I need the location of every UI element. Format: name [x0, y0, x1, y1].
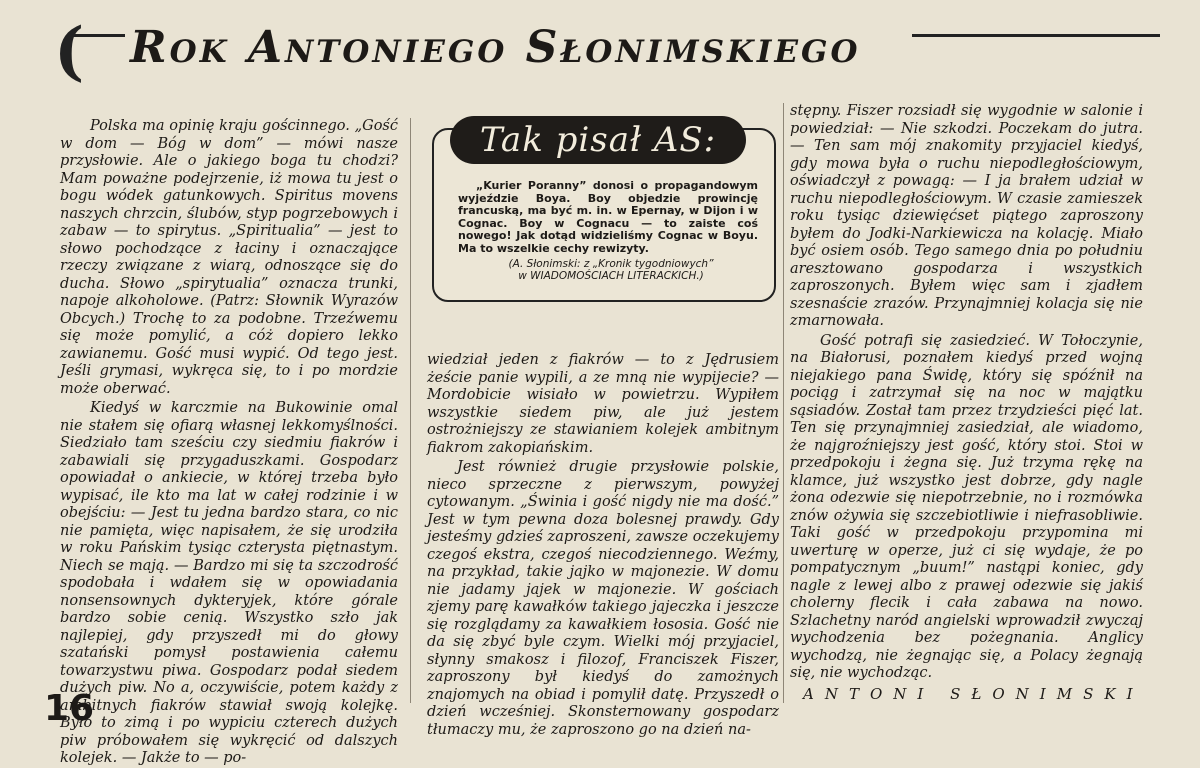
quote-box-title-banner — [450, 116, 746, 164]
paragraph: wiedział jeden z fiakrów — to z Jędrusiem żeście panie wypili, a ze mną nie wypijecie? — Mordobicie wisiało w powietrzu. Wypiłem wszystkie siedem piw, ale już jestem ostrożniejszy ze stawianiem kolejek ambitnym fiakrom zakopiańskim. — [427, 352, 779, 456]
column-divider-2 — [783, 103, 784, 703]
quote-paragraph: „Kurier Poranny” donosi o propagandowym wyjeździe Boya. Boy objedzie prowincję francuską, ma być m. in. w Epernay, w Dijon i w Cognac. Boy w Cognacu — to zaiste coś nowego! Jak dotąd widzieliśmy Cognac w Boyu. Ma to wszelkie cechy rewizyty. — [458, 179, 758, 255]
quote-source — [456, 258, 766, 282]
paragraph: Kiedyś w karczmie na Bukowinie omal nie stałem się ofiarą własnej lekkomyślności. Siedziało tam sześciu czy siedmiu fiakrów i zabawiali się przygaduszkami. Gospodarz opowiadał o ankiecie, w której trzeba było wypisać, ile kto ma lat w całej rodzinie i w obejściu: — Jest tu jedna bardzo stara, co nic nie pamięta, więc napisałem, że się urodziła w roku Pańskim tysiąc czterysta piętnastym. Niech se mają. — Bardzo mi się ta szczodrość spodobała i wdałem się w opowiadania nonsensownych dykteryjek, które górale bardzo sobie cenią. Wszystko szło jak najlepiej, gdy przyszedł mi do głowy szatański pomysł postawienia całemu towarzystwu piwa. Gospodarz podał siedem dużych piw. No a, oczywiście, potem każdy z ambitnych fiakrów stawiał swoją kolejkę. Było to zimą i po wypiciu czterech dużych piw próbowałem się wykręcić od dalszych kolejek. — Jakże to — po- — [60, 400, 398, 766]
column-2 — [427, 352, 779, 738]
column-divider-1 — [410, 118, 411, 703]
paragraph: Polska ma opinię kraju gościnnego. „Gość w dom — Bóg w dom” — mówi nasze przysłowie. Ale o jakiego boga tu chodzi? Mam poważne podejrzenie, iż mowa tu jest o bogu wódek gatunkowych. Spiritus movens naszych chrzcin, ślubów, styp pogrzebowych i zabaw — to spirytus. „Spiritualia” — jest to słowo pochodzące z łaciny i oznaczające rzeczy związane z wiarą, odnoszące się do ducha. Słowo „spirytualia” oznacza trunki, napoje alkoholowe. (Patrz: Słownik Wyrazów Obcych.) Trochę to za podobne. Trzeźwemu się może pomylić, a cóż dopiero lekko zawianemu. Gość musi wypić. Od tego jest. Jeśli grymasi, wykręca się, to i po mordzie może oberwać. — [60, 118, 398, 397]
author-signature: ANTONI SŁONIMSKI — [803, 685, 1144, 703]
header-bracket: ( — [54, 14, 85, 89]
quote-source-line-1: (A. Słonimski: z „Kronik tygodniowych” — [508, 258, 714, 270]
quote-source-line-2: w WIADOMOŚCIACH LITERACKICH.) — [518, 270, 704, 282]
paragraph: Gość potrafi się zasiedzieć. W Tołoczynie, na Białorusi, poznałem kiedyś przed wojną niejakiego pana Świdę, który się spóźnił na pociąg i zatrzymał się na noc w majątku sąsiadów. Został tam przez trzydzieści pięć lat. Ten się przynajmniej zasiedział, ale wiadomo, że najgroźniejszy jest gość, który stoi. Stoi w przedpokoju i żegna się. Już trzyma rękę na klamce, już wszystko jest dobrze, gdy nagle żona odezwie się niepotrzebnie, no i rozmówka znów ożywia się szczebiotliwie i niefrasobliwie. Taki gość w przedpokoju przypomina mi uwerturę w operze, już ci się wydaje, że po pompatycznym „buum!” nastąpi koniec, gdy nagle z lewej albo z prawej odezwie się jakiś cholerny flecik i cała zabawa na nowo. Szlachetny naród angielski wprowadził zwyczaj wychodzenia bez pożegnania. Anglicy wychodzą, nie żegnając się, a Polacy żegnają się, nie wychodząc. — [790, 332, 1143, 681]
quote-box-text — [458, 180, 758, 255]
paragraph: Jest również drugie przysłowie polskie, nieco sprzeczne z pierwszym, powyżej cytowanym. „Świnia i gość nigdy nie ma dość.” Jest w tym pewna doza bolesnej prawdy. Gdy jesteśmy gdzieś zaproszeni, zawsze oczekujemy czegoś ekstra, czegoś niecodziennego. Weźmy, na przykład, takie jajko w majonezie. W domu nie jadamy jajek w majonezie. W gościach zjemy parę kawałków takiego jajeczka i jeszcze się rozglądamy za kawałkiem łososia. Gość nie da się zbyć byle czym. Wielki mój przyjaciel, słynny smakosz i filozof, Franciszek Fiszer, zaproszony był kiedyś do zamożnych znajomych na obiad i pomylił datę. Przyszedł o dzień wcześniej. Skonsternowany gospodarz tłumaczy mu, że zaproszono go na dzień na- — [427, 459, 779, 738]
column-3 — [790, 103, 1143, 683]
header-rule-left — [70, 34, 125, 37]
paragraph: stępny. Fiszer rozsiadł się wygodnie w salonie i powiedział: — Nie szkodzi. Poczekam do jutra. — Ten sam mój znakomity przyjaciel kiedyś, gdy mowa była o ruchu niepodległościowym, oświadczył z powagą: — I ja brałem udział w ruchu niepodległościowym. W czasie zamieszek roku tysiąc dziewięćset piątego zaproszony byłem do Jodki-Narkiewicza na kolację. Miało być osiem osób. Tego samego dnia po południu aresztowano gospodarza i wszystkich zaproszonych. Byłem więc sam i zjadłem szesnaście zrazów. Przynajmniej kolacja się nie zmarnowała. — [790, 103, 1143, 329]
article-title: Rok Antoniego Słonimskiego — [130, 22, 861, 73]
quote-box-title: Tak pisał AS: — [479, 120, 717, 160]
header-rule-right — [912, 34, 1160, 37]
page-number: 16 — [44, 688, 95, 729]
